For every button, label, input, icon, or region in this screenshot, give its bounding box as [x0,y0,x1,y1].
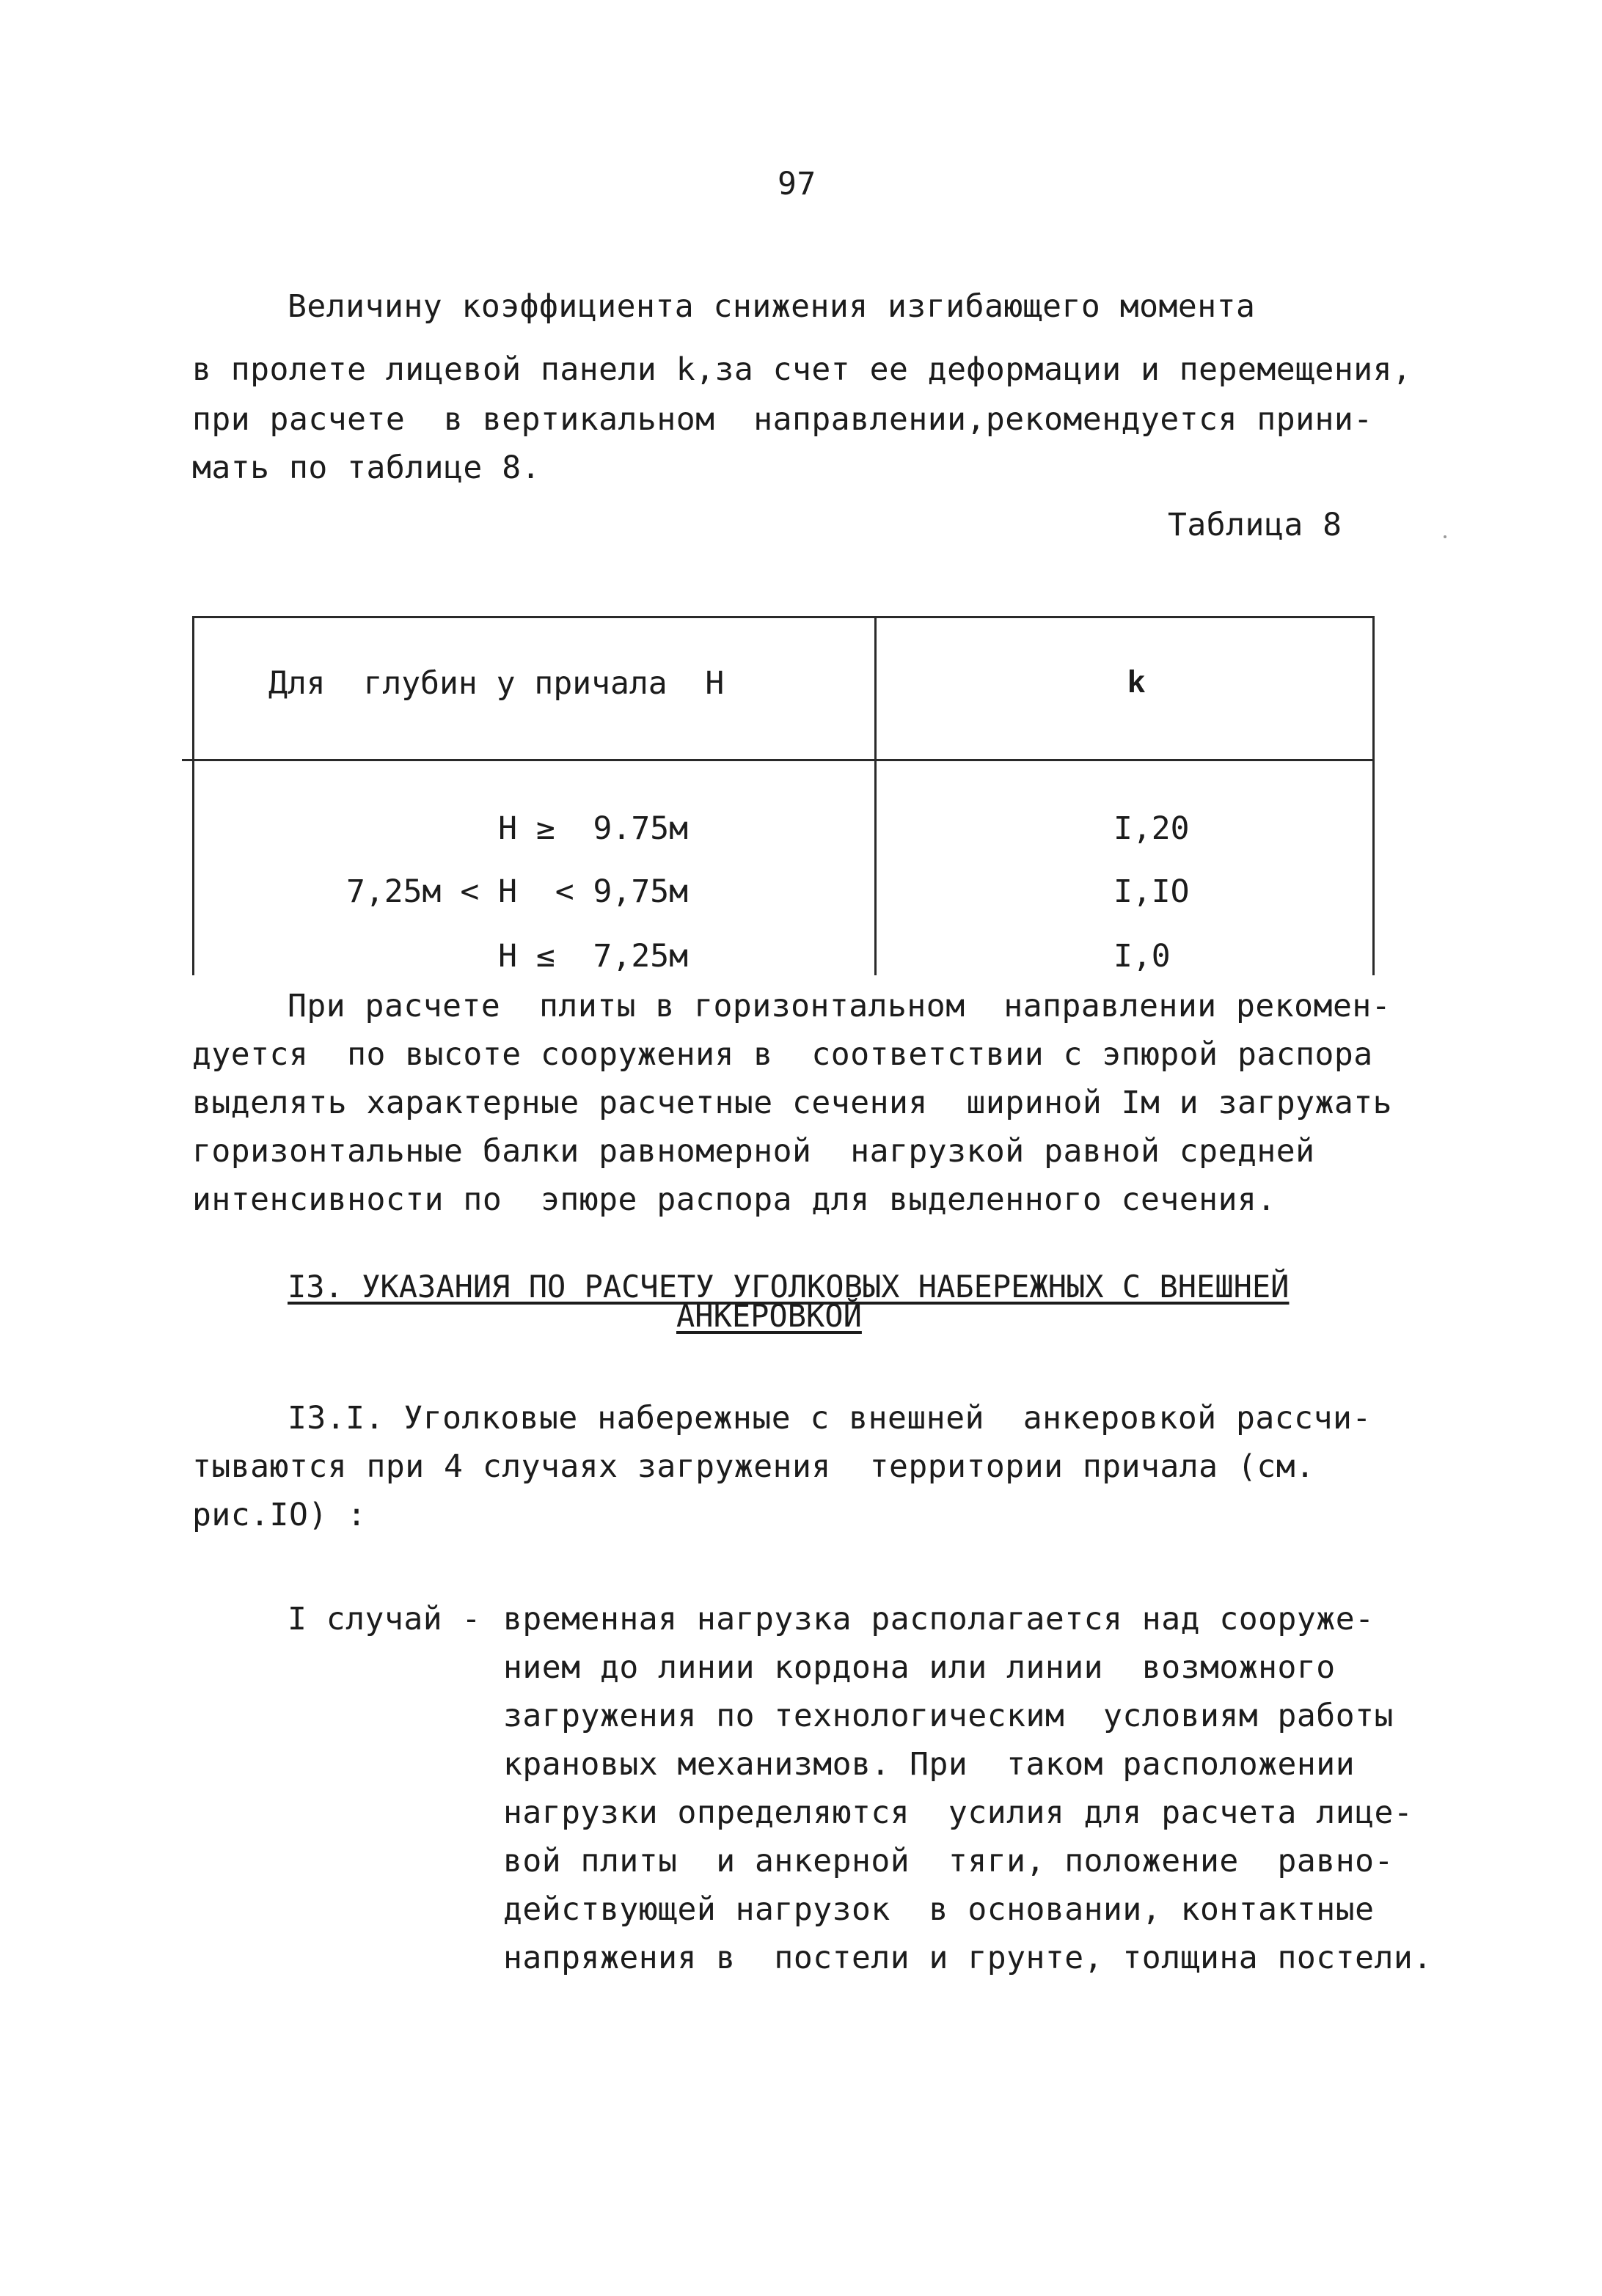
paragraph-line: интенсивности по эпюре распора для выделенного сечения. [192,1181,1276,1218]
table-row-k: I,20 [1113,810,1190,847]
table-row-k: I,0 [1113,938,1171,975]
intro-line: мать по таблице 8. [192,450,541,486]
table-row-condition: Н ≥ 9.75м [498,810,688,847]
paragraph-line: выделять характерные расчетные сечения шириной Iм и загружать [192,1085,1393,1121]
case-line: нагрузки определяются усилия для расчета лице- [503,1794,1413,1831]
scan-speck [1444,535,1446,538]
clause-line: I3.I. Уголковые набережные с внешней анкеровкой рассчи- [288,1400,1372,1437]
case-label: I случай - [288,1601,481,1637]
table-right-border [1372,616,1375,975]
table-header-rule [182,759,1375,761]
table-row-k: I,IO [1113,873,1190,910]
paragraph-line: дуется по высоте сооружения в соответствии с эпюрой распора [192,1036,1373,1073]
case-line: временная нагрузка располагается над сооруже- [503,1601,1375,1637]
table-header-k: k [1127,664,1145,700]
clause-line: рис.IO) : [192,1497,367,1533]
case-line: действующей нагрузок в основании, контактные [503,1891,1375,1928]
table-top-rule [192,616,1375,618]
clause-line: тываются при 4 случаях загружения территории причала (см. [192,1448,1315,1485]
table-column-divider [874,616,877,975]
intro-line: в пролете лицевой панели k,за счет ее деформации и перемещения, [192,351,1412,388]
intro-line: Величину коэффициента снижения изгибающего момента [288,288,1256,325]
section-heading-line: I3. УКАЗАНИЯ ПО РАСЧЕТУ УГОЛКОВЫХ НАБЕРЕЖНЫХ С ВНЕШНЕЙ [288,1269,1290,1305]
table-left-border [192,616,194,975]
case-line: крановых механизмов. При таком расположении [503,1746,1356,1783]
case-line: вой плиты и анкерной тяги, положение равно- [503,1843,1394,1879]
table-caption: Таблица 8 [1168,507,1342,543]
case-line: нием до линии кордона или линии возможного [503,1649,1336,1686]
page-number: 97 [778,166,816,202]
case-line: напряжения в постели и грунте, толщина постели. [503,1940,1433,1976]
table-row-condition: Н ≤ 7,25м [498,938,688,975]
case-line: загружения по технологическим условиям работы [503,1698,1394,1734]
paragraph-line: горизонтальные балки равномерной нагрузкой равной средней [192,1133,1315,1170]
table-header-depth: Для глубин у причала Н [268,665,725,702]
table-row-condition: 7,25м < Н < 9,75м [346,873,688,910]
paragraph-line: При расчете плиты в горизонтальном направлении рекомен- [288,988,1391,1024]
section-heading-line: АНКЕРОВКОЙ [676,1298,862,1334]
intro-line: при расчете в вертикальном направлении,рекомендуется прини- [192,401,1373,438]
